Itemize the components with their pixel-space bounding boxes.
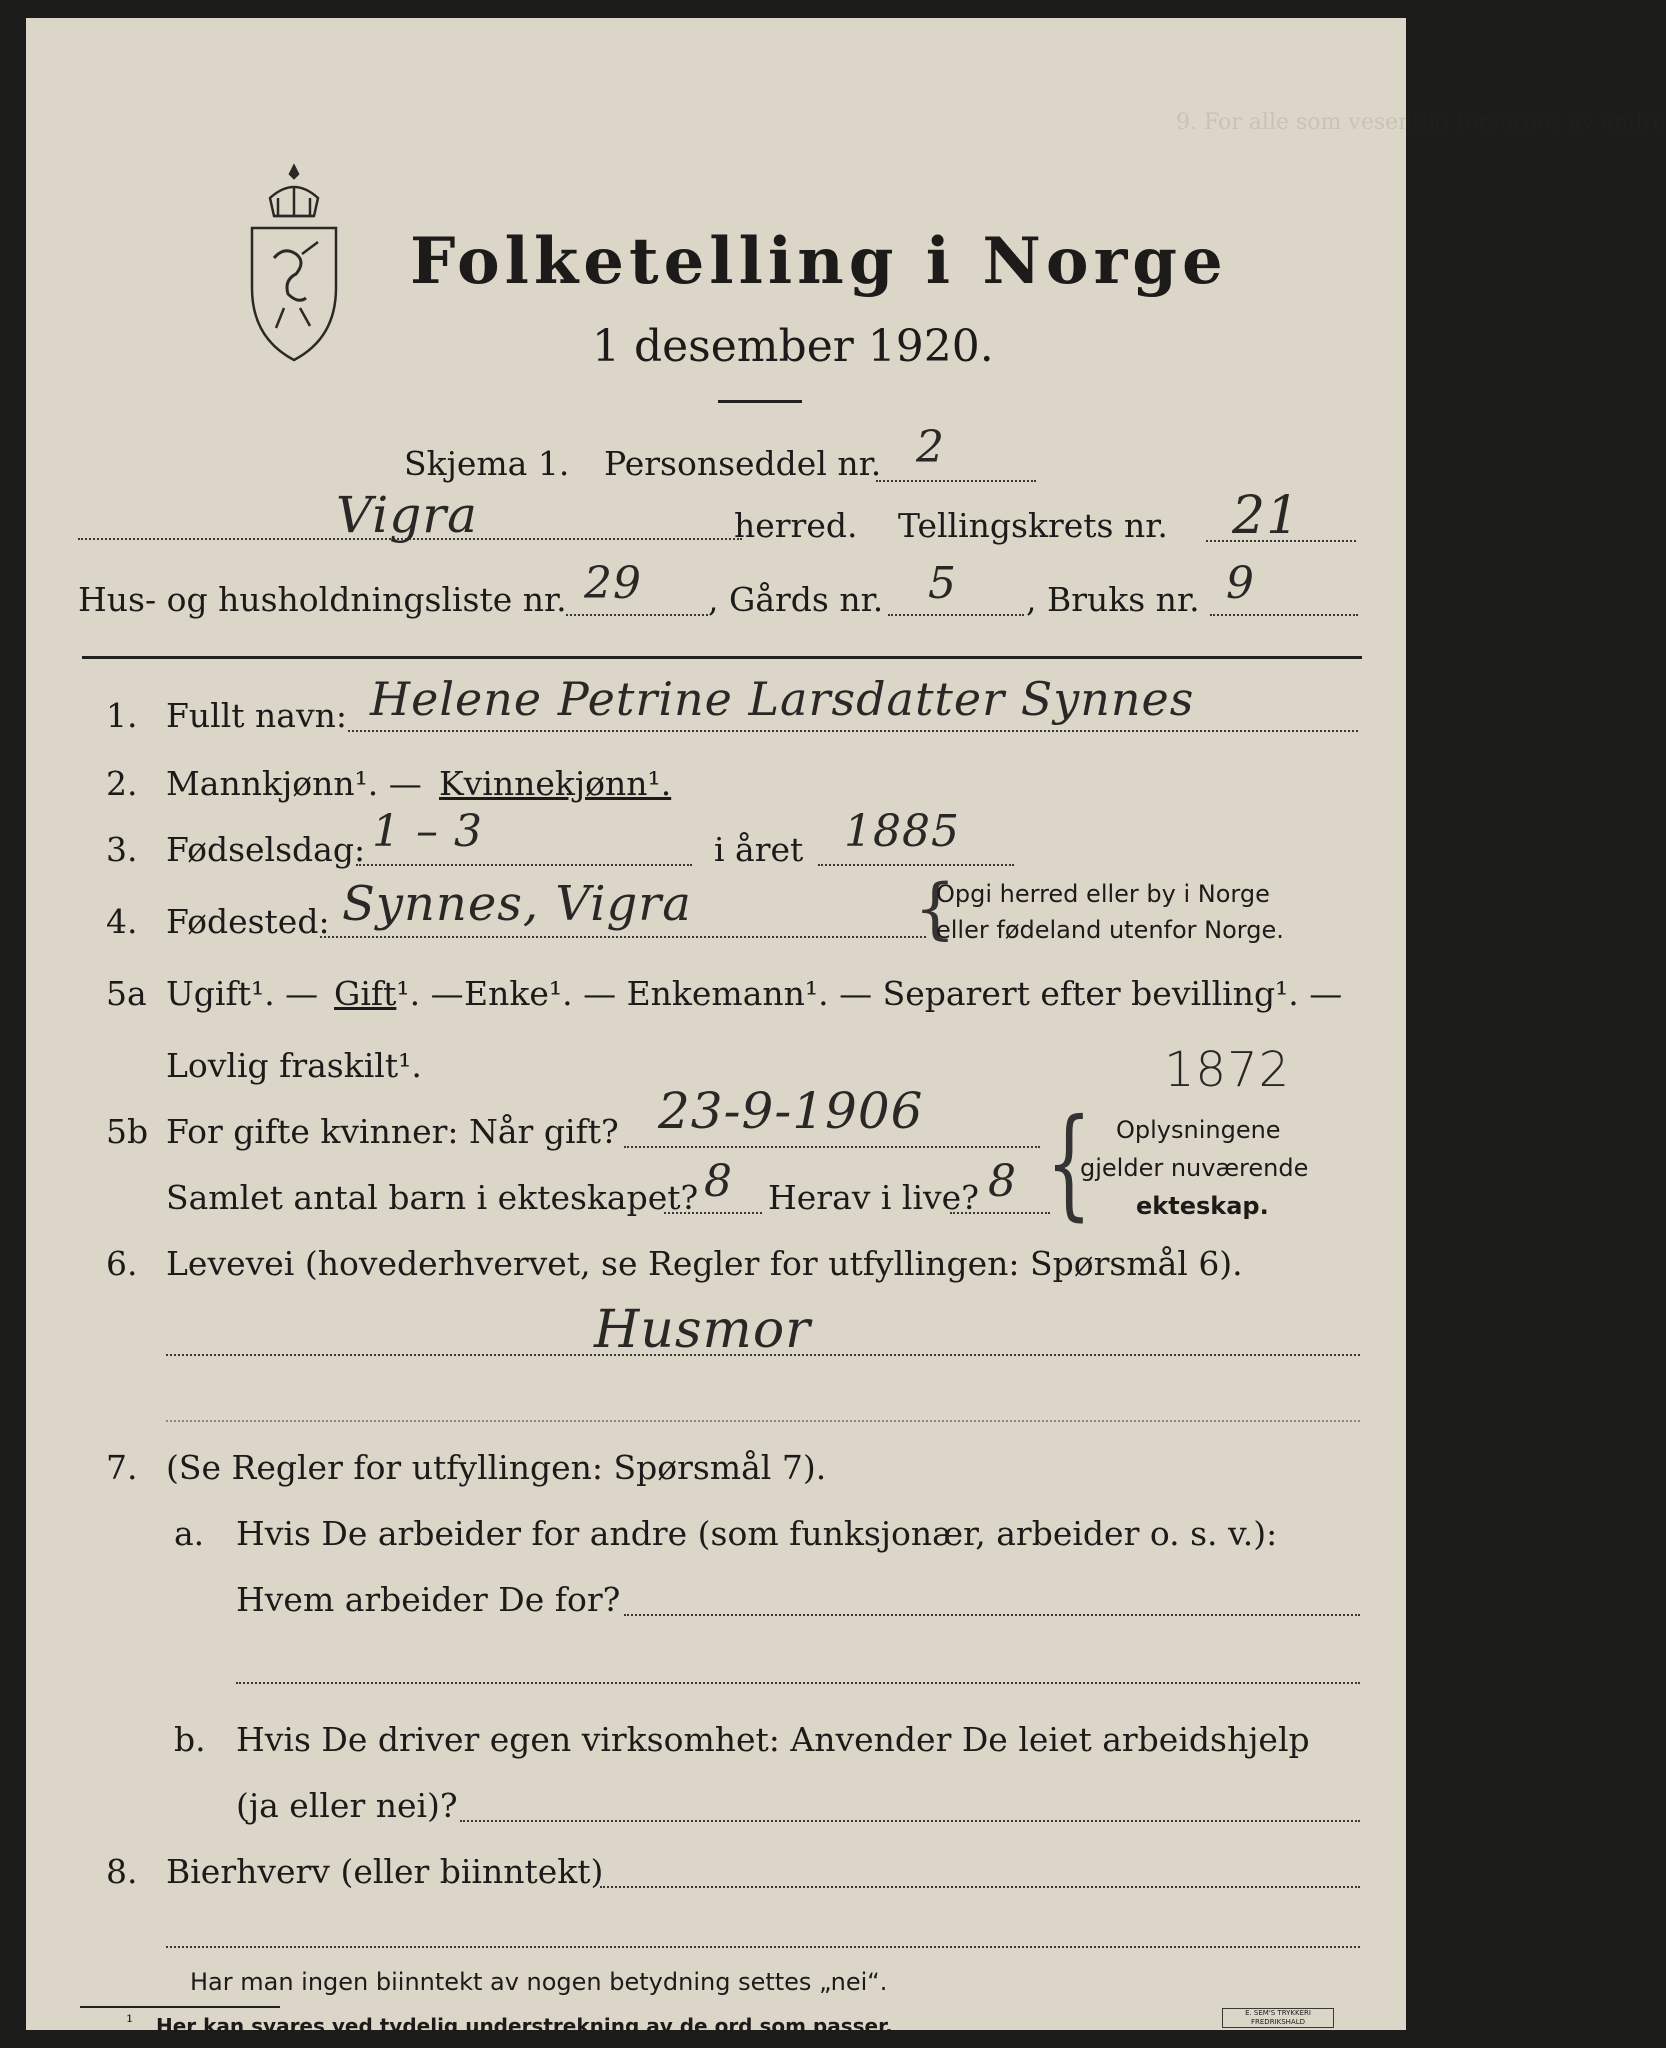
q1-label: Fullt navn:: [166, 696, 347, 735]
q7a-line-2: [236, 1682, 1360, 1684]
q7-label: (Se Regler for utfyllingen: Spørsmål 7).: [166, 1448, 827, 1487]
q7b-question: (ja eller nei)?: [236, 1786, 458, 1825]
q5b-live-value: 8: [988, 1156, 1017, 1207]
q5a-gift: [334, 974, 464, 1013]
husliste-line: [566, 614, 708, 616]
q5b-date-value: 23-9-1906: [658, 1082, 924, 1140]
q5b-live-line: [950, 1212, 1050, 1214]
q4-note-1: Opgi herred eller by i Norge: [936, 880, 1270, 908]
q5a-rest: Enke¹. — Enkemann¹. — Separert efter bevilling¹. —: [464, 974, 1343, 1013]
q7-number: 7.: [106, 1448, 138, 1487]
herred-label: herred.: [734, 506, 858, 545]
tellingskrets-value: 21: [1232, 486, 1301, 546]
q1-line: [348, 730, 1358, 732]
q2-kvinne-text: Kvinnekjønn¹.: [439, 764, 672, 803]
printer-stamp-text: E. SEM'S TRYKKERI FREDRIKSHALD: [1245, 2009, 1311, 2026]
q5a-gift-text: Gift: [334, 974, 397, 1013]
q5b-barn-label: Samlet antal barn i ekteskapet?: [166, 1178, 699, 1217]
bleed-through-text: 9. For alle som vesentlig forsørges av andre: [1176, 110, 1666, 135]
q3-day-value: 1 – 3: [372, 806, 483, 857]
printer-stamp: [1222, 2008, 1334, 2028]
q8-number: 8.: [106, 1852, 138, 1891]
q3-year-value: 1885: [844, 806, 960, 857]
q7b-letter: b.: [174, 1720, 206, 1759]
q3-year-label: i året: [714, 830, 804, 869]
q6-line-2: [166, 1420, 1360, 1422]
q5b-barn-line: [664, 1212, 762, 1214]
coat-of-arms-icon: [244, 158, 344, 368]
q2-number: 2.: [106, 764, 138, 803]
q5a-line2: Lovlig fraskilt¹.: [166, 1046, 422, 1085]
form-title: Folketelling i Norge: [410, 224, 1228, 299]
q2-mann: Mannkjønn¹. —: [166, 764, 422, 803]
q3-year-line: [818, 864, 1014, 866]
q6-label: Levevei (hovederhvervet, se Regler for utfyllingen: Spørsmål 6).: [166, 1244, 1243, 1283]
q4-brace: {: [914, 870, 956, 947]
q7a-text: Hvis De arbeider for andre (som funksjonær, arbeider o. s. v.):: [236, 1514, 1278, 1553]
form-date: 1 desember 1920.: [592, 321, 994, 372]
q5b-date-line: [624, 1146, 1040, 1148]
q8-line-2: [166, 1946, 1360, 1948]
q1-value: Helene Petrine Larsdatter Synnes: [370, 672, 1195, 726]
q4-label: Fødested:: [166, 902, 330, 941]
q2-kvinne: [439, 764, 671, 803]
section-divider: [82, 656, 1362, 659]
q3-number: 3.: [106, 830, 138, 869]
q8-line: [600, 1886, 1360, 1888]
q5b-annotation: 1872: [1164, 1042, 1291, 1098]
q4-number: 4.: [106, 902, 138, 941]
gards-line: [888, 614, 1024, 616]
herred-value: Vigra: [336, 486, 478, 544]
bruks-value: 9: [1226, 558, 1255, 609]
footer-note: Har man ingen biinntekt av nogen betydning settes „nei“.: [190, 1968, 888, 1996]
personseddel-label: Personseddel nr.: [604, 444, 882, 483]
husliste-value: 29: [584, 558, 642, 609]
q5b-note-1: Oplysningene: [1116, 1116, 1281, 1144]
footnote-text: Her kan svares ved tydelig understrekning av de ord som passer.: [156, 2014, 893, 2038]
q4-note-2: eller fødeland utenfor Norge.: [936, 916, 1284, 944]
q6-number: 6.: [106, 1244, 138, 1283]
q5b-note-3: ekteskap.: [1136, 1192, 1269, 1220]
q5b-label: For gifte kvinner: Når gift?: [166, 1112, 619, 1151]
q4-value: Synnes, Vigra: [342, 876, 692, 932]
personseddel-value: 2: [916, 422, 945, 473]
q7a-line: [624, 1614, 1360, 1616]
q5b-brace: {: [1046, 1094, 1092, 1233]
q5b-note-2: gjelder nuværende: [1080, 1154, 1309, 1182]
bruks-label: , Bruks nr.: [1026, 580, 1200, 619]
q6-value: Husmor: [594, 1300, 811, 1360]
q4-line: [320, 936, 926, 938]
husliste-label: Hus- og husholdningsliste nr.: [78, 580, 567, 619]
q5a-ugift: Ugift¹. —: [166, 974, 319, 1013]
q6-line: [166, 1354, 1360, 1356]
q3-label: Fødselsdag:: [166, 830, 366, 869]
q7b-text: Hvis De driver egen virksomhet: Anvender De leiet arbeidshjelp: [236, 1720, 1310, 1759]
q5b-live-label: Herav i live?: [768, 1178, 979, 1217]
gards-value: 5: [928, 558, 957, 609]
skjema-label: Skjema 1.: [404, 444, 570, 483]
q8-label: Bierhverv (eller biinntekt): [166, 1852, 604, 1891]
q5a-number: 5a: [106, 974, 147, 1013]
census-form: [26, 18, 1666, 2038]
footnote-mark: ¹: [126, 2012, 134, 2033]
q3-day-line: [356, 864, 692, 866]
q7b-line: [460, 1820, 1360, 1822]
footnote-divider: [80, 2006, 280, 2008]
q1-number: 1.: [106, 696, 138, 735]
tellingskrets-label: Tellingskrets nr.: [898, 506, 1168, 545]
q5a-gift-sup: ¹. —: [396, 974, 464, 1013]
q7a-question: Hvem arbeider De for?: [236, 1580, 621, 1619]
bruks-line: [1210, 614, 1358, 616]
q7a-letter: a.: [174, 1514, 205, 1553]
title-divider: [718, 400, 802, 403]
q5b-number: 5b: [106, 1112, 149, 1151]
q5b-barn-value: 8: [704, 1156, 733, 1207]
personseddel-line: [876, 480, 1036, 482]
gards-label: , Gårds nr.: [708, 580, 884, 619]
